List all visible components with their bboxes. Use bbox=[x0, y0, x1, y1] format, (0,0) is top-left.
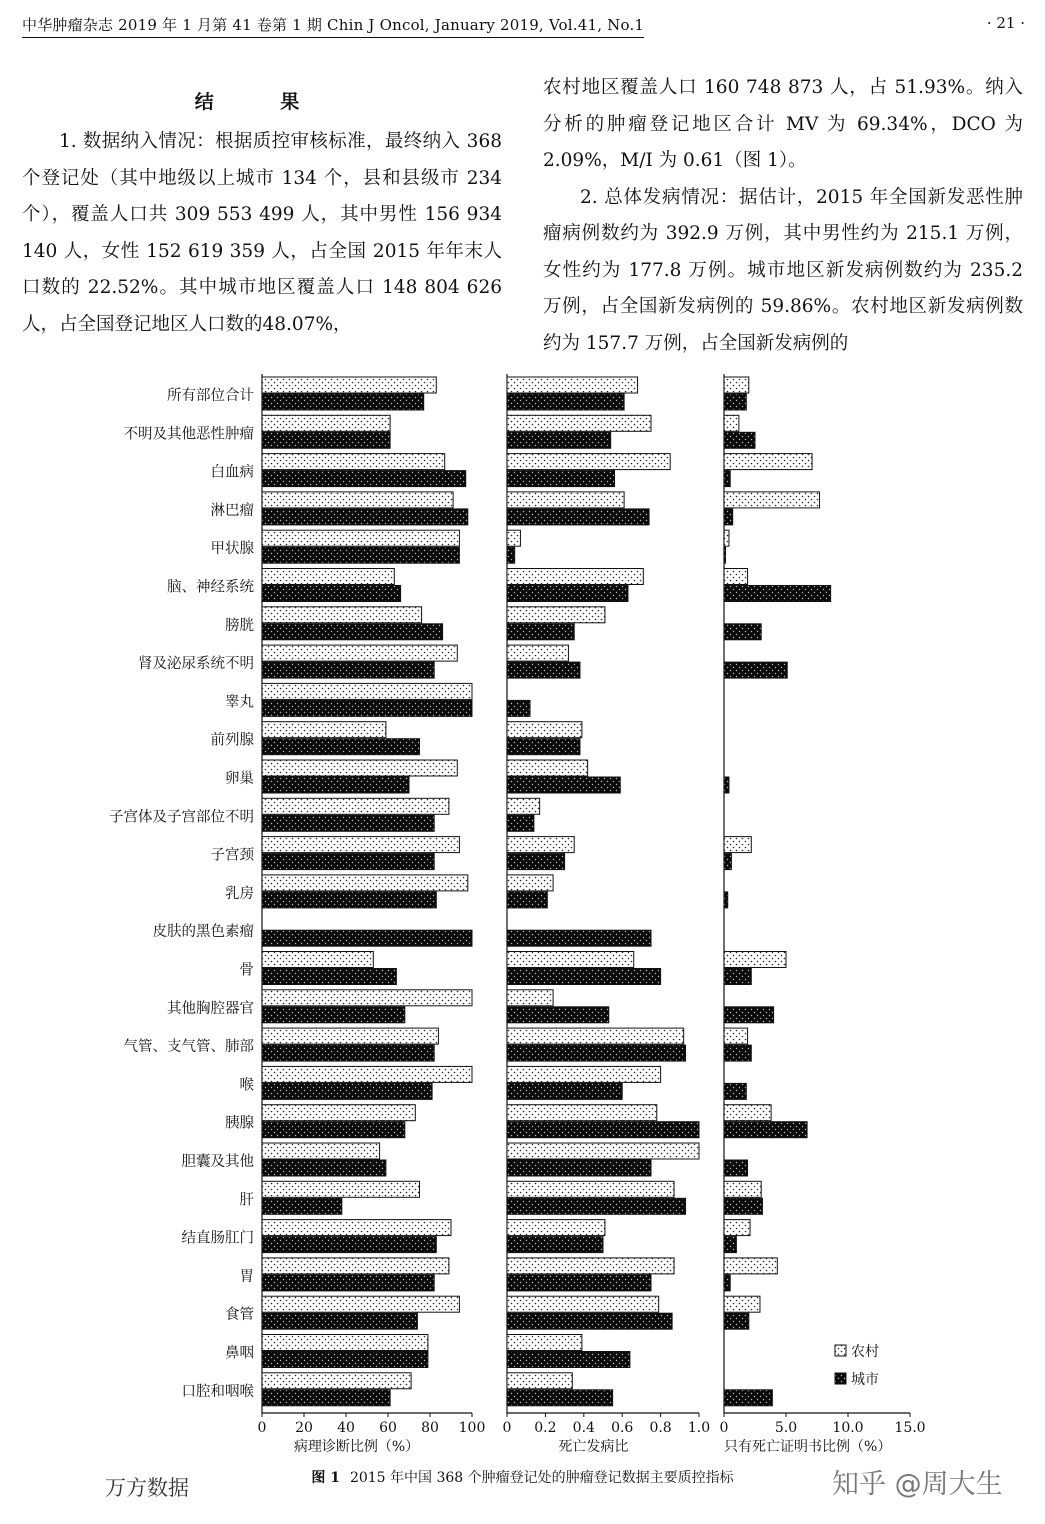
bar-rural bbox=[262, 1105, 415, 1121]
bar-urban bbox=[724, 1160, 748, 1176]
chart-panel-3 bbox=[720, 374, 926, 1455]
legend-label-urban: 城市 bbox=[851, 1372, 879, 1388]
running-header bbox=[22, 14, 1025, 40]
bar-urban bbox=[507, 777, 620, 793]
paragraph-rural-coverage: 农村地区覆盖人口 160 748 873 人，占 51.93%。纳入分析的肿瘤登记地区合计 MV 为 69.34%，DCO 为 2.09%，M/I 为 0.61（图 1）。 bbox=[543, 77, 1023, 171]
x-tick-label: 0.4 bbox=[572, 1420, 595, 1436]
category-label: 淋巴瘤 bbox=[210, 502, 254, 519]
bar-rural bbox=[262, 990, 472, 1006]
bar-urban bbox=[262, 892, 436, 908]
legend-swatch-urban bbox=[835, 1373, 846, 1384]
x-tick-label: 0.2 bbox=[534, 1420, 557, 1436]
bar-urban bbox=[507, 739, 580, 755]
bar-urban bbox=[262, 1237, 436, 1253]
bar-urban bbox=[724, 394, 746, 410]
bar-rural bbox=[262, 645, 457, 661]
category-label: 皮肤的黑色素瘤 bbox=[152, 924, 254, 941]
category-label: 脑、神经系统 bbox=[167, 579, 254, 596]
bar-urban bbox=[507, 815, 534, 831]
bar-urban bbox=[262, 662, 434, 678]
category-label: 不明及其他恶性肿瘤 bbox=[123, 426, 254, 443]
bar-urban bbox=[262, 1198, 342, 1214]
bar-urban bbox=[507, 547, 515, 563]
bar-rural bbox=[262, 952, 373, 968]
bar-urban bbox=[262, 700, 472, 716]
bar-rural bbox=[507, 1181, 674, 1197]
bar-rural bbox=[507, 569, 643, 585]
legend-swatch-rural bbox=[835, 1345, 846, 1356]
zhihu-watermark: 知乎 @周大生 bbox=[832, 1469, 1003, 1500]
bar-urban bbox=[507, 586, 628, 602]
bar-rural bbox=[507, 722, 582, 738]
bar-urban bbox=[724, 509, 733, 525]
bar-rural bbox=[724, 454, 812, 470]
category-label: 子宫体及子宫部位不明 bbox=[109, 809, 254, 826]
bar-urban bbox=[724, 1122, 807, 1138]
bar-rural bbox=[724, 569, 748, 585]
bar-urban bbox=[507, 1198, 686, 1214]
bar-rural bbox=[262, 415, 390, 431]
category-label: 胃 bbox=[239, 1268, 254, 1285]
page-number: · 21 · bbox=[986, 14, 1025, 32]
bar-urban bbox=[724, 777, 729, 793]
bar-rural bbox=[262, 1296, 459, 1312]
bar-urban bbox=[724, 547, 726, 563]
bar-rural bbox=[262, 760, 457, 776]
bar-urban bbox=[507, 700, 530, 716]
bar-urban bbox=[262, 854, 434, 870]
category-label: 骨 bbox=[239, 962, 254, 979]
bar-rural bbox=[507, 1028, 684, 1044]
x-tick-label: 0 bbox=[719, 1420, 729, 1436]
bar-rural bbox=[724, 377, 749, 393]
bar-rural bbox=[507, 1335, 582, 1351]
bar-rural bbox=[724, 415, 739, 431]
bar-urban bbox=[262, 1007, 405, 1023]
bar-urban bbox=[262, 471, 466, 487]
bar-rural bbox=[507, 875, 553, 891]
bar-urban bbox=[262, 1122, 405, 1138]
category-label: 气管、支气管、肺部 bbox=[123, 1039, 254, 1056]
bar-urban bbox=[724, 662, 787, 678]
figure-caption-text: 2015 年中国 368 个肿瘤登记处的肿瘤登记数据主要质控指标 bbox=[349, 1470, 734, 1486]
bar-urban bbox=[724, 969, 751, 985]
x-axis-label: 死亡发病比 bbox=[558, 1439, 629, 1455]
bar-rural bbox=[262, 875, 468, 891]
category-label: 口腔和咽喉 bbox=[181, 1383, 254, 1400]
category-label: 膀胱 bbox=[225, 617, 254, 634]
bar-urban bbox=[262, 624, 443, 640]
bar-rural bbox=[507, 760, 588, 776]
x-tick-label: 0.8 bbox=[649, 1420, 672, 1436]
bar-urban bbox=[507, 471, 615, 487]
bar-urban bbox=[262, 1352, 428, 1368]
bar-rural bbox=[724, 837, 751, 853]
bar-rural bbox=[507, 837, 574, 853]
bar-urban bbox=[724, 1237, 736, 1253]
category-label: 睾丸 bbox=[225, 694, 254, 711]
bar-urban bbox=[507, 662, 580, 678]
x-tick-label: 10.0 bbox=[832, 1420, 864, 1436]
bar-urban bbox=[507, 1352, 630, 1368]
bar-urban bbox=[507, 930, 651, 946]
figure-label: 图 1 bbox=[311, 1470, 340, 1486]
bar-rural bbox=[507, 1373, 572, 1389]
bar-rural bbox=[507, 530, 520, 546]
legend-label-rural: 农村 bbox=[851, 1344, 879, 1360]
bar-rural bbox=[262, 1066, 472, 1082]
bar-urban bbox=[262, 739, 420, 755]
bar-urban bbox=[262, 432, 390, 448]
bar-urban bbox=[262, 1083, 432, 1099]
paragraph-data-inclusion: 1. 数据纳入情况：根据质控审核标准，最终纳入 368 个登记处（其中地级以上城市 134 个，县和县级市 234 个），覆盖人口共 309 553 499 人，其中男性 156 934 140 人，女性 152 619 359 人，占全国 2015 年年末人口数的 22.52%。其中城市地区覆盖人口 148 804 626人，占全国登记地区人口数的48.07%， bbox=[22, 131, 502, 335]
x-tick-label: 15.0 bbox=[894, 1420, 926, 1436]
bar-rural bbox=[507, 1296, 659, 1312]
bar-rural bbox=[507, 1105, 657, 1121]
bar-urban bbox=[262, 969, 396, 985]
bar-urban bbox=[262, 1045, 434, 1061]
bar-rural bbox=[507, 1066, 661, 1082]
bar-urban bbox=[262, 1313, 417, 1329]
qc-indicator-chart bbox=[0, 360, 1045, 1460]
bar-urban bbox=[507, 892, 547, 908]
bar-urban bbox=[507, 1007, 609, 1023]
category-label: 卵巢 bbox=[225, 771, 254, 787]
bar-urban bbox=[262, 777, 409, 793]
category-label: 鼻咽 bbox=[225, 1345, 254, 1362]
bar-urban bbox=[724, 854, 731, 870]
bar-urban bbox=[724, 1390, 772, 1406]
bar-rural bbox=[262, 492, 453, 508]
bar-urban bbox=[262, 815, 434, 831]
bar-urban bbox=[507, 432, 611, 448]
bar-rural bbox=[262, 1143, 380, 1159]
bar-urban bbox=[724, 1045, 751, 1061]
bar-urban bbox=[262, 1160, 386, 1176]
bar-rural bbox=[724, 1105, 771, 1121]
x-tick-label: 40 bbox=[337, 1420, 355, 1436]
left-column bbox=[22, 70, 502, 343]
category-label: 胆囊及其他 bbox=[181, 1154, 254, 1170]
bar-urban bbox=[724, 471, 730, 487]
category-label: 乳房 bbox=[225, 885, 254, 902]
journal-info: 中华肿瘤杂志 2019 年 1 月第 41 卷第 1 期 Chin J Oncol, January 2019, Vol.41, No.1 bbox=[22, 14, 644, 38]
x-tick-label: 60 bbox=[379, 1420, 397, 1436]
bar-urban bbox=[507, 1313, 672, 1329]
chart-panel-1 bbox=[258, 374, 486, 1455]
bar-urban bbox=[262, 586, 401, 602]
bar-rural bbox=[724, 530, 729, 546]
bar-urban bbox=[507, 394, 624, 410]
bar-rural bbox=[724, 1220, 750, 1236]
category-label: 肾及泌尿系统不明 bbox=[138, 656, 254, 673]
bar-urban bbox=[262, 547, 459, 563]
bar-rural bbox=[262, 798, 449, 814]
bar-rural bbox=[507, 1220, 605, 1236]
x-tick-label: 0 bbox=[257, 1420, 267, 1436]
x-tick-label: 20 bbox=[295, 1420, 313, 1436]
bar-urban bbox=[724, 892, 728, 908]
bar-urban bbox=[507, 1390, 613, 1406]
x-axis-label: 只有死亡证明书比例（%） bbox=[724, 1439, 892, 1455]
bar-rural bbox=[262, 722, 386, 738]
bar-rural bbox=[262, 530, 459, 546]
bar-rural bbox=[507, 454, 670, 470]
bar-rural bbox=[262, 1258, 449, 1274]
right-column bbox=[543, 70, 1023, 362]
x-axis-label: 病理诊断比例（%） bbox=[293, 1439, 420, 1455]
bar-urban bbox=[507, 854, 565, 870]
category-label: 甲状腺 bbox=[210, 541, 254, 558]
x-tick-label: 5.0 bbox=[774, 1420, 798, 1436]
bar-rural bbox=[724, 1296, 760, 1312]
bar-rural bbox=[507, 990, 553, 1006]
category-label: 食管 bbox=[225, 1307, 254, 1324]
bar-rural bbox=[507, 607, 605, 623]
bar-urban bbox=[724, 624, 761, 640]
bar-urban bbox=[262, 394, 424, 410]
category-label: 结直肠肛门 bbox=[181, 1230, 254, 1247]
bar-rural bbox=[507, 1143, 699, 1159]
bar-urban bbox=[724, 432, 755, 448]
bar-urban bbox=[507, 1237, 603, 1253]
category-label: 所有部位合计 bbox=[167, 388, 254, 404]
bar-urban bbox=[507, 624, 574, 640]
bar-urban bbox=[262, 509, 468, 525]
x-tick-label: 100 bbox=[458, 1420, 486, 1436]
bar-rural bbox=[262, 683, 472, 699]
bar-rural bbox=[262, 454, 445, 470]
x-tick-label: 0 bbox=[502, 1420, 512, 1436]
bar-rural bbox=[507, 798, 540, 814]
bar-urban bbox=[262, 1275, 434, 1291]
category-label: 子宫颈 bbox=[210, 847, 254, 864]
bar-urban bbox=[724, 1275, 730, 1291]
bar-urban bbox=[724, 586, 831, 602]
bar-rural bbox=[507, 645, 568, 661]
bar-urban bbox=[262, 930, 472, 946]
bar-rural bbox=[262, 1028, 438, 1044]
bar-urban bbox=[724, 1007, 774, 1023]
bar-rural bbox=[262, 607, 422, 623]
bar-rural bbox=[507, 492, 624, 508]
category-label: 其他胸腔器官 bbox=[167, 1000, 254, 1017]
bar-rural bbox=[262, 377, 436, 393]
bar-urban bbox=[724, 1083, 746, 1099]
bar-urban bbox=[507, 1045, 686, 1061]
bar-rural bbox=[262, 1220, 451, 1236]
bar-rural bbox=[262, 1335, 428, 1351]
bar-urban bbox=[507, 1122, 699, 1138]
bar-urban bbox=[262, 1390, 390, 1406]
bar-rural bbox=[507, 415, 651, 431]
bar-rural bbox=[262, 1373, 411, 1389]
bar-rural bbox=[724, 952, 786, 968]
category-label: 喉 bbox=[239, 1077, 254, 1094]
category-label: 胰腺 bbox=[225, 1115, 254, 1132]
x-tick-label: 1.0 bbox=[687, 1420, 711, 1436]
bar-urban bbox=[507, 1083, 622, 1099]
bar-rural bbox=[724, 1181, 761, 1197]
bar-rural bbox=[262, 1181, 420, 1197]
bar-urban bbox=[507, 969, 661, 985]
bar-rural bbox=[507, 952, 634, 968]
chart-panel-2 bbox=[503, 374, 711, 1455]
section-title: 结 果 bbox=[194, 91, 330, 113]
bar-rural bbox=[724, 492, 819, 508]
bar-urban bbox=[507, 1275, 651, 1291]
bar-rural bbox=[507, 1258, 674, 1274]
category-label: 白血病 bbox=[210, 464, 254, 481]
wanfang-watermark: 万方数据 bbox=[105, 1476, 189, 1500]
paragraph-overall-incidence: 2. 总体发病情况：据估计，2015 年全国新发恶性肿瘤病例数约为 392.9 万例，其中男性约为 215.1 万例，女性约为 177.8 万例。城市地区新发病例数约为 235.2 万例，占全国新发病例的 59.86%。农村地区新发病例数约为 157.7 万例，占全国新发病例的 bbox=[543, 186, 1023, 354]
bar-rural bbox=[507, 377, 638, 393]
bar-urban bbox=[724, 1198, 762, 1214]
bar-rural bbox=[262, 837, 459, 853]
category-label: 肝 bbox=[239, 1192, 254, 1209]
bar-rural bbox=[262, 569, 394, 585]
category-label: 前列腺 bbox=[210, 732, 254, 749]
x-tick-label: 0.6 bbox=[611, 1420, 634, 1436]
bar-urban bbox=[507, 1160, 651, 1176]
bar-rural bbox=[724, 1258, 777, 1274]
x-tick-label: 80 bbox=[421, 1420, 439, 1436]
bar-rural bbox=[724, 1028, 748, 1044]
bar-urban bbox=[507, 509, 649, 525]
bar-urban bbox=[724, 1313, 749, 1329]
